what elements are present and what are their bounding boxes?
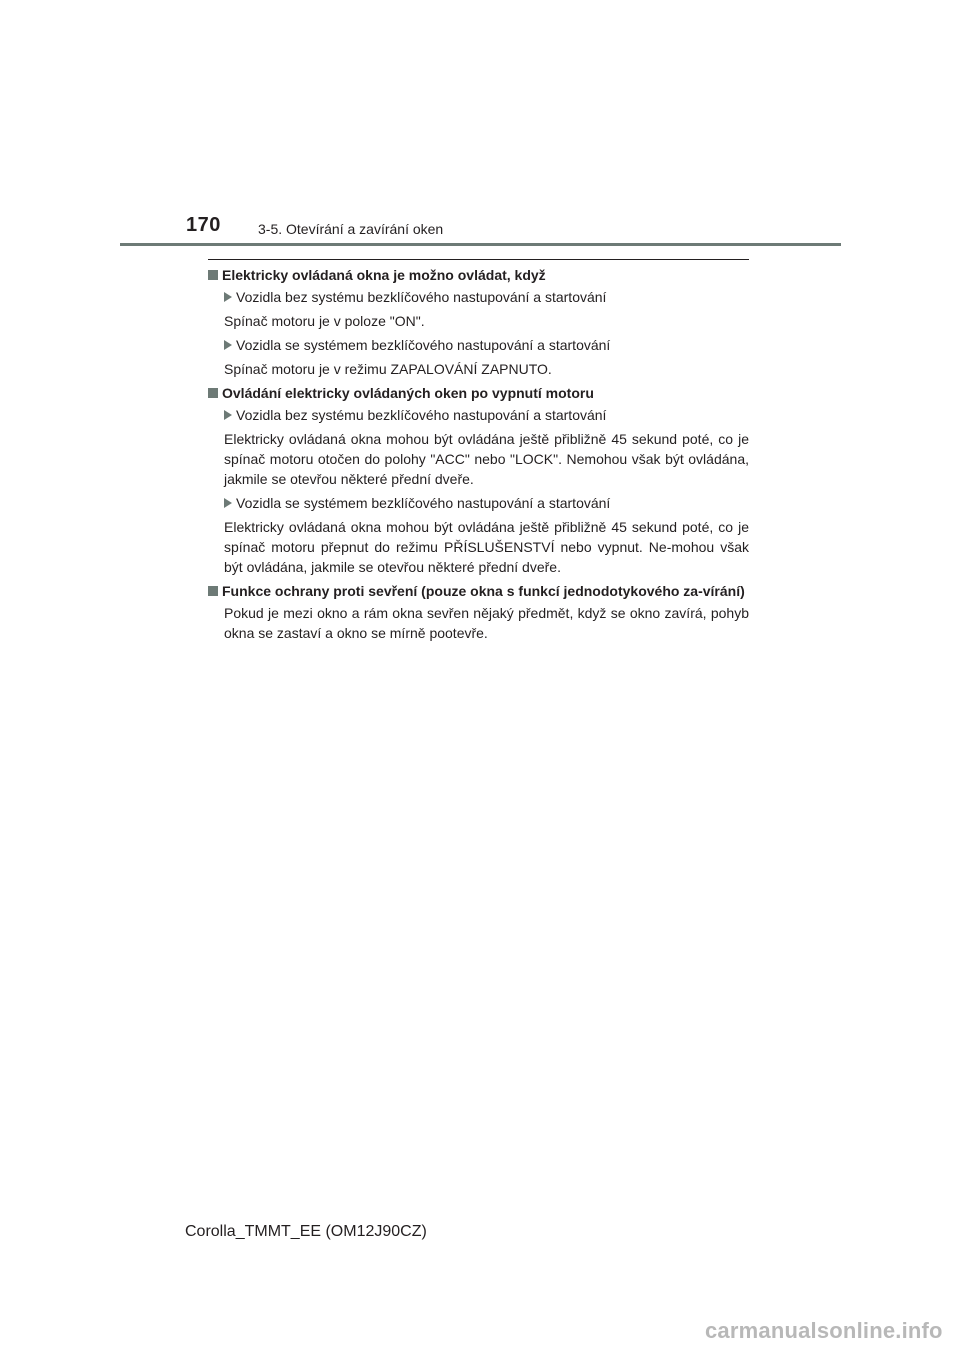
paragraph: Elektricky ovládaná okna mohou být ovládána ještě přibližně 45 sekund poté, co je spínač motoru otočen do polohy "ACC" nebo "LOCK". Nemohou však být ovládána, jakmile se otevřou některé přední dveře. <box>224 431 749 487</box>
square-bullet-icon <box>208 388 218 398</box>
sub-heading: Vozidla bez systému bezklíčového nastupování a startování <box>224 405 749 425</box>
section-heading: Elektricky ovládaná okna je možno ovládat, když <box>208 265 749 285</box>
triangle-bullet-icon <box>224 498 232 508</box>
section-heading: Ovládání elektricky ovládaných oken po vypnutí motoru <box>208 383 749 403</box>
paragraph: Spínač motoru je v poloze "ON". <box>224 313 425 329</box>
content-divider <box>208 259 749 260</box>
paragraph: Pokud je mezi okno a rám okna sevřen nějaký předmět, když se okno zavírá, pohyb okna se zastaví a okno se mírně pootevře. <box>224 605 749 641</box>
triangle-bullet-icon <box>224 340 232 350</box>
sub-heading: Vozidla bez systému bezklíčového nastupování a startování <box>224 287 749 307</box>
section-heading: Funkce ochrany proti sevření (pouze okna s funkcí jednodotykového za-vírání) <box>208 581 749 601</box>
triangle-bullet-icon <box>224 292 232 302</box>
watermark: carmanualsonline.info <box>705 1318 943 1343</box>
square-bullet-icon <box>208 270 218 280</box>
paragraph: Elektricky ovládaná okna mohou být ovládána ještě přibližně 45 sekund poté, co je spínač motoru přepnut do režimu PŘÍSLUŠENSTVÍ nebo vypnut. Ne-mohou však být ovládána, jakmile se otevřou některé přední dveře. <box>224 519 749 575</box>
document-id: Corolla_TMMT_EE (OM12J90CZ) <box>185 1223 427 1240</box>
triangle-bullet-icon <box>224 410 232 420</box>
section-title: 3-5. Otevírání a zavírání oken <box>258 221 444 237</box>
header-divider <box>120 243 841 246</box>
content <box>208 265 749 647</box>
sub-heading: Vozidla se systémem bezklíčového nastupování a startování <box>224 493 749 513</box>
paragraph: Spínač motoru je v režimu ZAPALOVÁNÍ ZAPNUTO. <box>224 361 552 377</box>
sub-heading: Vozidla se systémem bezklíčového nastupování a startování <box>224 335 749 355</box>
page-number: 170 <box>186 214 221 236</box>
square-bullet-icon <box>208 586 218 596</box>
